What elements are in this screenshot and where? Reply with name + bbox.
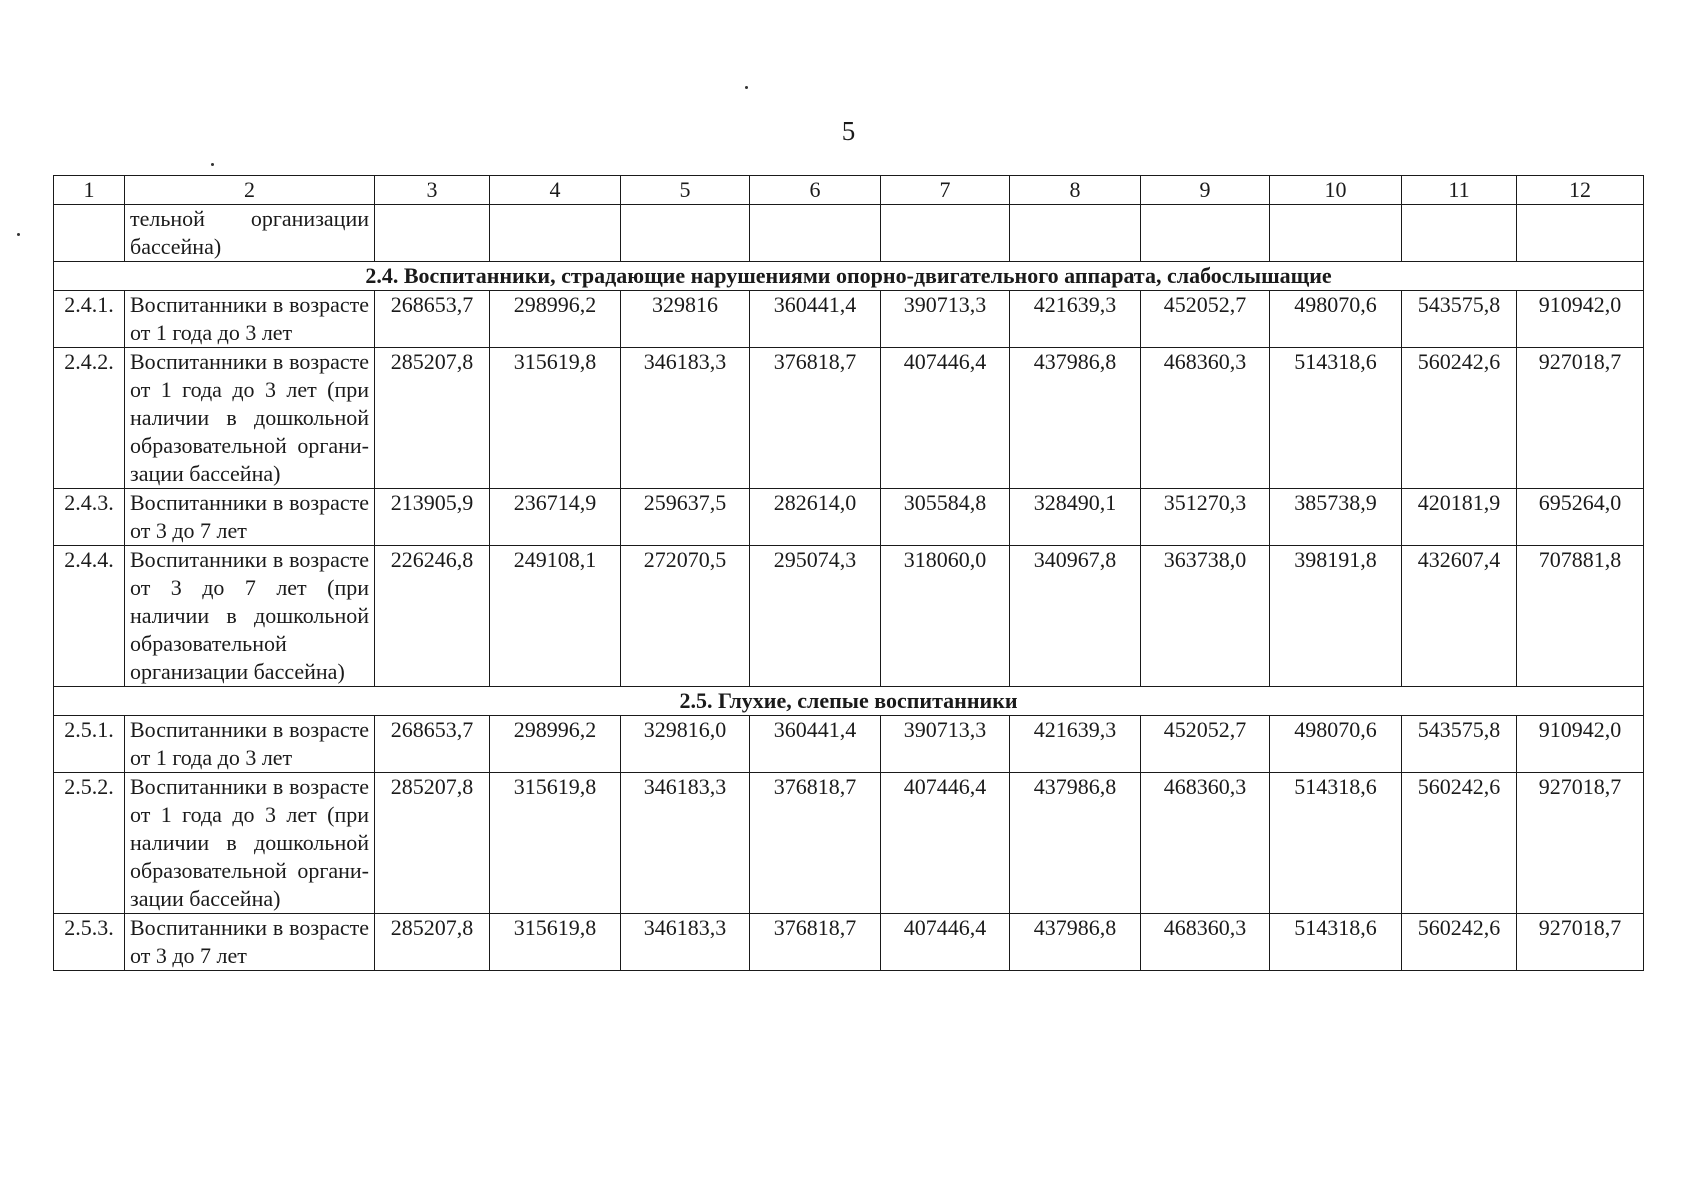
value-cell: 543575,8 [1402,291,1517,348]
value-cell: 329816,0 [621,716,750,773]
value-cell: 390713,3 [881,291,1010,348]
row-code: 2.4.1. [54,291,125,348]
value-cell: 452052,7 [1141,291,1270,348]
column-number: 7 [881,176,1010,205]
value-cell: 420181,9 [1402,489,1517,546]
value-cell: 407446,4 [881,348,1010,489]
value-cell: 468360,3 [1141,914,1270,971]
row-code: 2.5.2. [54,773,125,914]
value-cell: 498070,6 [1270,291,1402,348]
column-number: 1 [54,176,125,205]
value-cell [1402,205,1517,262]
value-cell: 560242,6 [1402,773,1517,914]
row-code: 2.4.4. [54,546,125,687]
value-cell [621,205,750,262]
value-cell: 328490,1 [1010,489,1141,546]
section-header-row [54,262,1644,291]
row-name: Воспитанники в возрасте от 3 до 7 лет [125,914,375,971]
value-cell: 910942,0 [1517,291,1644,348]
value-cell [490,205,621,262]
value-cell [1517,205,1644,262]
value-cell: 390713,3 [881,716,1010,773]
value-cell: 452052,7 [1141,716,1270,773]
value-cell: 315619,8 [490,348,621,489]
value-cell: 398191,8 [1270,546,1402,687]
value-cell: 468360,3 [1141,348,1270,489]
value-cell: 927018,7 [1517,348,1644,489]
row-name: Воспитанники в возрасте от 1 года до 3 лет [125,291,375,348]
row-code: 2.4.2. [54,348,125,489]
value-cell: 695264,0 [1517,489,1644,546]
value-cell: 376818,7 [750,914,881,971]
row-code: 2.4.3. [54,489,125,546]
table-row [54,348,1644,489]
value-cell: 268653,7 [375,291,490,348]
section-title: 2.4. Воспитанники, страдающие нарушениями опорно-двигательного аппарата, слабослышащие [54,262,1644,291]
value-cell [881,205,1010,262]
value-cell: 315619,8 [490,914,621,971]
value-cell [375,205,490,262]
value-cell: 259637,5 [621,489,750,546]
section-title: 2.5. Глухие, слепые воспитанники [54,687,1644,716]
value-cell: 295074,3 [750,546,881,687]
value-cell: 910942,0 [1517,716,1644,773]
value-cell: 315619,8 [490,773,621,914]
table-row [54,716,1644,773]
value-cell: 437986,8 [1010,914,1141,971]
value-cell: 351270,3 [1141,489,1270,546]
value-cell: 927018,7 [1517,914,1644,971]
value-cell [1010,205,1141,262]
value-cell: 432607,4 [1402,546,1517,687]
page-number: 5 [841,116,856,146]
value-cell: 385738,9 [1270,489,1402,546]
value-cell: 927018,7 [1517,773,1644,914]
value-cell: 268653,7 [375,716,490,773]
column-number: 2 [125,176,375,205]
continuation-row [54,205,1644,262]
value-cell: 707881,8 [1517,546,1644,687]
value-cell: 285207,8 [375,914,490,971]
value-cell: 360441,4 [750,716,881,773]
value-cell: 421639,3 [1010,716,1141,773]
value-cell: 376818,7 [750,773,881,914]
value-cell: 437986,8 [1010,348,1141,489]
value-cell: 282614,0 [750,489,881,546]
value-cell: 360441,4 [750,291,881,348]
value-cell [750,205,881,262]
value-cell: 298996,2 [490,291,621,348]
section-header-row [54,687,1644,716]
value-cell: 421639,3 [1010,291,1141,348]
value-cell: 249108,1 [490,546,621,687]
column-number-row [54,176,1644,205]
scan-speck [17,233,20,236]
value-cell: 346183,3 [621,348,750,489]
value-cell: 305584,8 [881,489,1010,546]
scan-speck [211,163,214,166]
value-cell: 407446,4 [881,773,1010,914]
row-code: 2.5.3. [54,914,125,971]
row-name: Воспитанники в возрасте от 1 года до 3 лет (при наличии в дошкольной образовательной организации бассейна) [125,348,375,489]
value-cell: 298996,2 [490,716,621,773]
value-cell: 226246,8 [375,546,490,687]
value-cell [1270,205,1402,262]
value-cell: 340967,8 [1010,546,1141,687]
column-number: 12 [1517,176,1644,205]
column-number: 9 [1141,176,1270,205]
table-row [54,546,1644,687]
value-cell: 514318,6 [1270,348,1402,489]
value-cell: 346183,3 [621,773,750,914]
column-number: 5 [621,176,750,205]
value-cell: 560242,6 [1402,348,1517,489]
value-cell: 560242,6 [1402,914,1517,971]
value-cell: 437986,8 [1010,773,1141,914]
row-name: Воспитанники в возрасте от 3 до 7 лет [125,489,375,546]
value-cell: 329816 [621,291,750,348]
row-name: Воспитанники в возрасте от 3 до 7 лет (при наличии в дошкольной образовательной организации бассейна) [125,546,375,687]
value-cell: 514318,6 [1270,773,1402,914]
value-cell [1141,205,1270,262]
row-name: Воспитанники в возрасте от 1 года до 3 лет (при наличии в дошкольной образовательной организации бассейна) [125,773,375,914]
value-cell: 363738,0 [1141,546,1270,687]
value-cell: 318060,0 [881,546,1010,687]
column-number: 4 [490,176,621,205]
value-cell: 285207,8 [375,348,490,489]
value-cell: 543575,8 [1402,716,1517,773]
table-row [54,773,1644,914]
column-number: 8 [1010,176,1141,205]
table-row [54,489,1644,546]
value-cell: 376818,7 [750,348,881,489]
row-name: тельной организации бассейна) [125,205,375,262]
table-body [54,205,1644,971]
value-cell: 514318,6 [1270,914,1402,971]
column-number: 11 [1402,176,1517,205]
column-number: 6 [750,176,881,205]
value-cell: 346183,3 [621,914,750,971]
data-table [53,175,1644,971]
value-cell: 272070,5 [621,546,750,687]
row-code: 2.5.1. [54,716,125,773]
value-cell: 407446,4 [881,914,1010,971]
value-cell: 468360,3 [1141,773,1270,914]
table-row [54,291,1644,348]
table-row [54,914,1644,971]
row-code [54,205,125,262]
scan-speck [745,86,748,89]
value-cell: 285207,8 [375,773,490,914]
column-number: 10 [1270,176,1402,205]
value-cell: 236714,9 [490,489,621,546]
value-cell: 498070,6 [1270,716,1402,773]
value-cell: 213905,9 [375,489,490,546]
column-number: 3 [375,176,490,205]
row-name: Воспитанники в возрасте от 1 года до 3 лет [125,716,375,773]
